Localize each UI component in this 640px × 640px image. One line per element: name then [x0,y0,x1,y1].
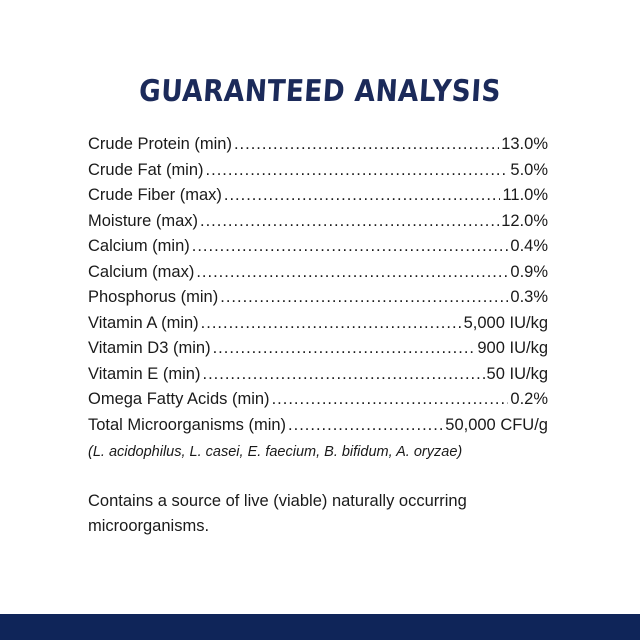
dot-leader [213,336,476,362]
analysis-label: Vitamin A (min) [88,313,199,332]
dot-leader [201,311,462,337]
dot-leader [224,183,501,209]
analysis-label: Calcium (min) [88,237,190,255]
analysis-row [88,413,548,439]
analysis-value: 5,000 IU/kg [463,313,548,332]
analysis-label: Vitamin E (min) [88,364,201,383]
dot-leader [220,285,508,311]
live-microorganisms-statement: Contains a source of live (viable) naturally occurring microorganisms. [88,492,467,535]
analysis-value: 50,000 CFU/g [445,415,548,434]
analysis-label: Crude Fat (min) [88,160,204,179]
analysis-row [88,336,548,362]
analysis-row [88,209,548,235]
analysis-table [88,132,548,464]
analysis-label: Calcium (max) [88,262,195,281]
analysis-value: 13.0% [501,135,548,153]
analysis-value: 900 IU/kg [477,339,548,357]
dot-leader [192,234,509,260]
analysis-label: Moisture (max) [88,211,199,230]
analysis-label: Crude Fiber (max) [88,186,222,204]
footer-bar [0,614,640,640]
analysis-label: Crude Protein (min) [88,135,232,153]
dot-leader [202,362,484,388]
organisms-note: (L. acidophilus, L. casei, E. faecium, B. bifidum, A. oryzae) [88,444,463,460]
analysis-value: 0.3% [510,288,548,306]
analysis-label: Total Microorganisms (min) [88,415,287,434]
analysis-row [88,311,548,337]
analysis-row [88,387,548,413]
page-title: GUARANTEED ANALYSIS [138,74,502,109]
analysis-row [88,234,548,260]
analysis-value: 11.0% [502,186,548,204]
analysis-value: 12.0% [501,211,548,230]
analysis-row [88,285,548,311]
analysis-row [88,260,548,286]
analysis-value: 0.2% [510,390,548,408]
dot-leader [234,132,499,158]
analysis-value: 50 IU/kg [486,364,548,383]
dot-leader [200,209,499,235]
dot-leader [196,260,508,286]
dot-leader [272,387,509,413]
analysis-row [88,183,548,209]
dot-leader [288,413,443,439]
analysis-label: Phosphorus (min) [88,288,219,306]
analysis-label: Omega Fatty Acids (min) [88,390,270,408]
analysis-label: Vitamin D3 (min) [88,339,211,357]
analysis-row [88,362,548,388]
dot-leader [206,158,509,184]
analysis-row [88,158,548,184]
analysis-value: 5.0% [510,160,548,179]
analysis-value: 0.4% [510,237,548,255]
analysis-value: 0.9% [510,262,548,281]
analysis-row [88,132,548,158]
